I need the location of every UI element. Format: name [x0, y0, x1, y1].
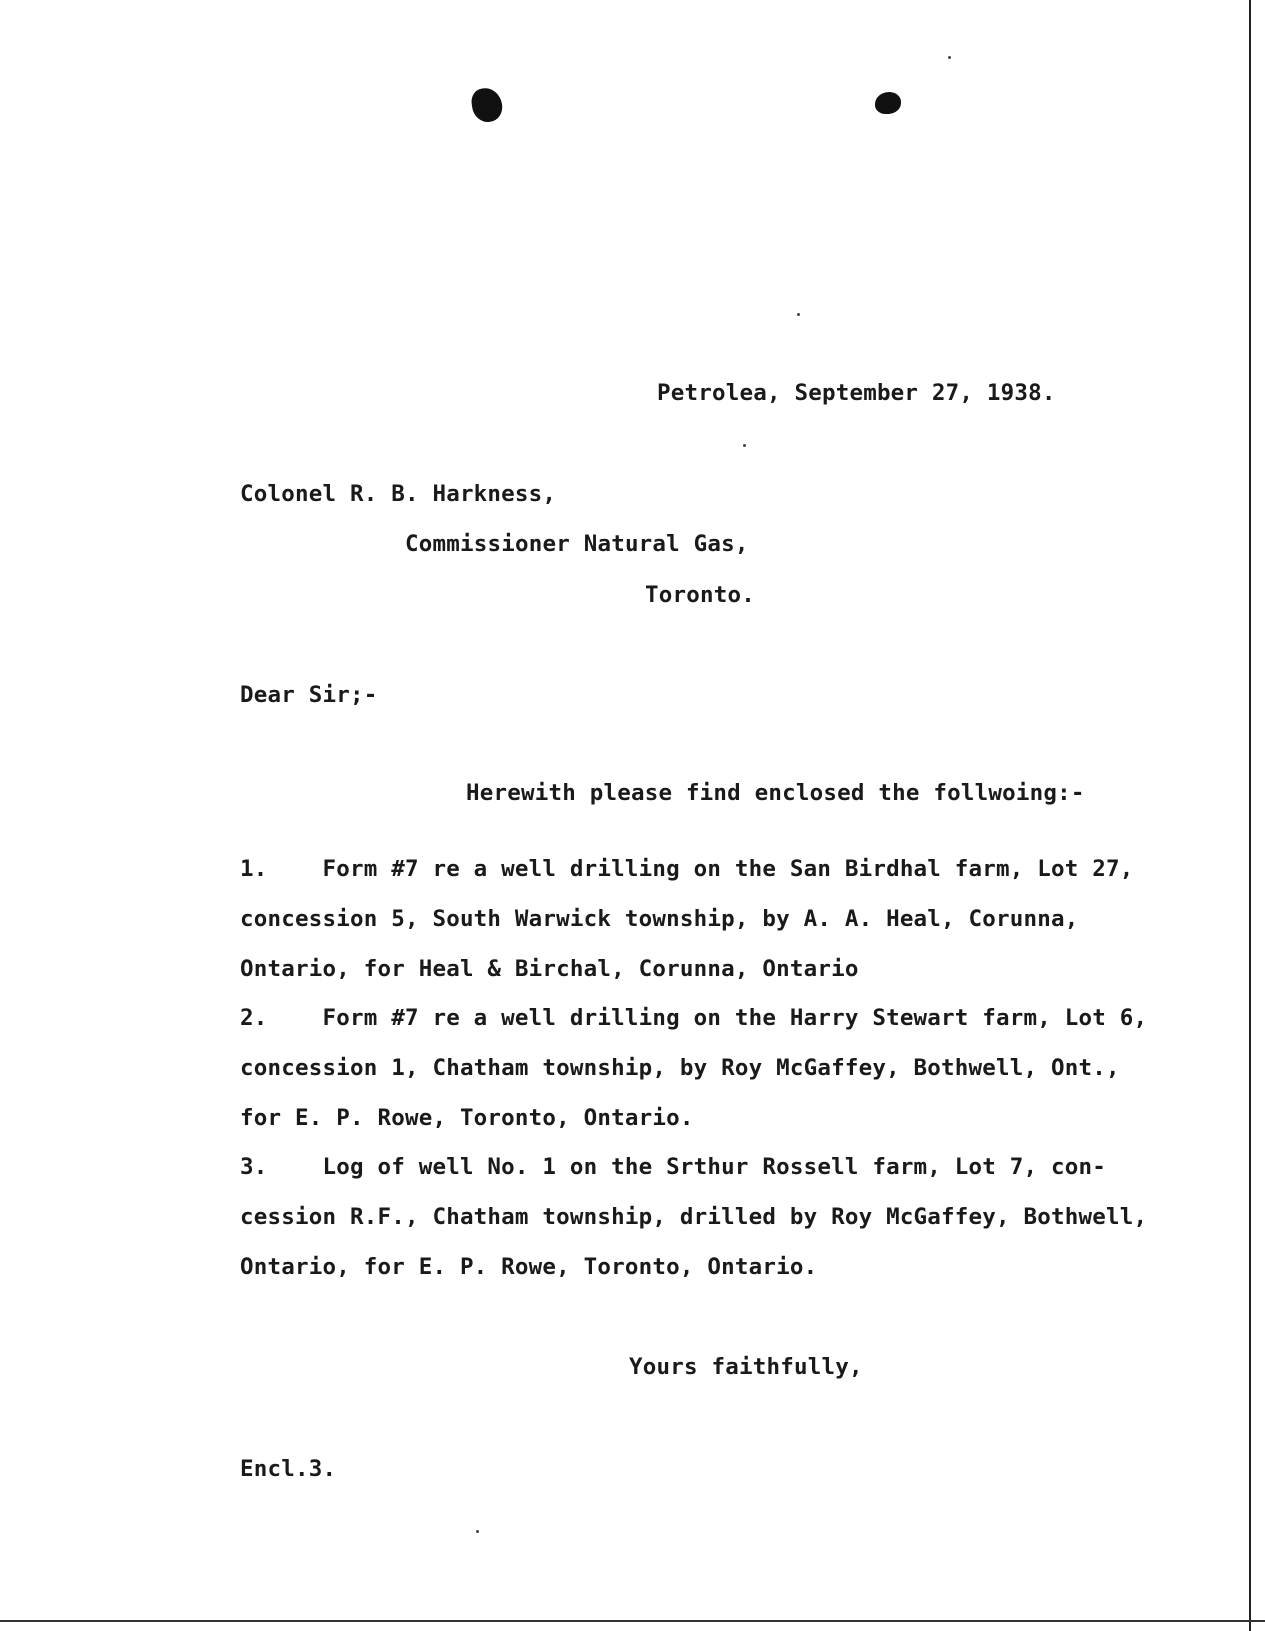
- punch-hole-left: [470, 86, 504, 124]
- punch-hole-right: [875, 92, 901, 114]
- intro-line: Herewith please find enclosed the follwoing:-: [466, 780, 1085, 806]
- scan-edge-bottom: [0, 1620, 1265, 1622]
- item-3-line-2: cession R.F., Chatham township, drilled by Roy McGaffey, Bothwell,: [240, 1204, 1148, 1230]
- item-2-line-2: concession 1, Chatham township, by Roy McGaffey, Bothwell, Ont.,: [240, 1055, 1120, 1081]
- item-2-line-1: 2. Form #7 re a well drilling on the Harry Stewart farm, Lot 6,: [240, 1005, 1148, 1031]
- scan-speck: [476, 1530, 479, 1533]
- recipient-city: Toronto.: [645, 582, 755, 608]
- scan-speck: [743, 444, 746, 447]
- scan-speck: [797, 313, 800, 316]
- item-1-line-2: concession 5, South Warwick township, by A. A. Heal, Corunna,: [240, 906, 1079, 932]
- dateline: Petrolea, September 27, 1938.: [657, 380, 1056, 406]
- item-1-line-1: 1. Form #7 re a well drilling on the San Birdhal farm, Lot 27,: [240, 856, 1134, 882]
- item-2-line-3: for E. P. Rowe, Toronto, Ontario.: [240, 1105, 694, 1131]
- closing: Yours faithfully,: [629, 1354, 863, 1380]
- item-1-line-3: Ontario, for Heal & Birchal, Corunna, Ontario: [240, 956, 859, 982]
- item-3-line-3: Ontario, for E. P. Rowe, Toronto, Ontario.: [240, 1254, 818, 1280]
- enclosure-note: Encl.3.: [240, 1456, 337, 1482]
- recipient-name: Colonel R. B. Harkness,: [240, 481, 557, 507]
- item-3-line-1: 3. Log of well No. 1 on the Srthur Rossell farm, Lot 7, con-: [240, 1154, 1107, 1180]
- scan-speck: [948, 56, 951, 59]
- recipient-title: Commissioner Natural Gas,: [405, 531, 749, 557]
- salutation: Dear Sir;-: [240, 682, 378, 708]
- scan-edge-right: [1249, 0, 1251, 1631]
